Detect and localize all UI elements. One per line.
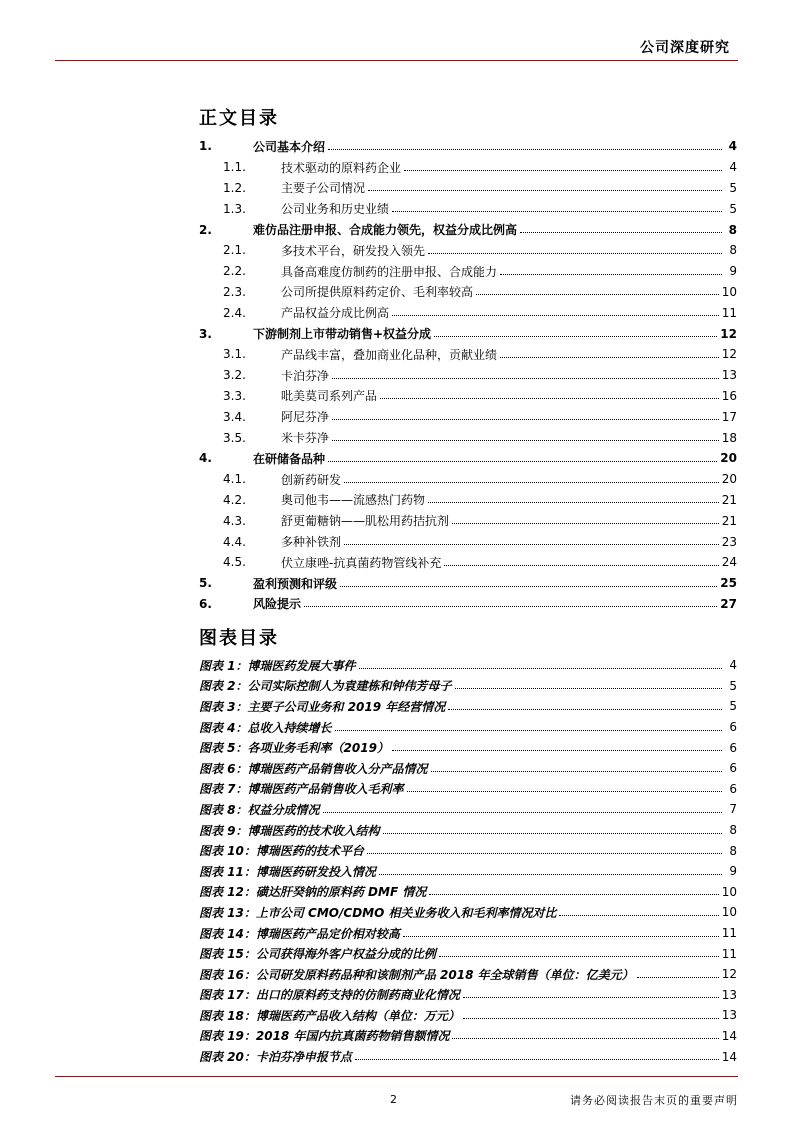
- toc-entry-label: 产品线丰富，叠加商业化品种，贡献业绩: [281, 347, 498, 362]
- figure-entry[interactable]: [199, 1026, 737, 1047]
- figure-entry-label: 图表 10：博瑞医药的技术平台: [199, 844, 364, 859]
- toc-entry-page: 12: [721, 347, 737, 362]
- dot-leader: [559, 915, 718, 916]
- dot-leader: [392, 750, 722, 751]
- dot-leader: [359, 668, 722, 669]
- toc-title: 正文目录: [199, 108, 279, 129]
- dot-leader: [379, 874, 722, 875]
- page-number: 2: [390, 1093, 397, 1106]
- figure-entry-page: 11: [721, 926, 737, 941]
- toc-entry-page: 13: [721, 368, 737, 383]
- dot-leader: [340, 586, 717, 587]
- dot-leader: [383, 833, 722, 834]
- toc-entry-label: 产品权益分成比例高: [281, 306, 390, 321]
- figure-entry-page: 9: [729, 864, 737, 879]
- figure-entry[interactable]: [199, 985, 737, 1006]
- dot-leader: [463, 997, 719, 998]
- dot-leader: [367, 853, 722, 854]
- figure-entry-page: 14: [721, 1049, 737, 1064]
- dot-leader: [429, 894, 718, 895]
- figure-entry-page: 10: [721, 884, 737, 899]
- toc-entry-page: 17: [721, 409, 737, 424]
- toc-entry-label: 多技术平台，研发投入领先: [281, 243, 426, 258]
- dot-leader: [444, 565, 718, 566]
- toc-entry-label: 主要子公司情况: [281, 181, 366, 196]
- figure-entry-label: 图表 19：2018 年国内抗真菌药物销售额情况: [199, 1029, 450, 1044]
- toc-entry-label: 伏立康唑-抗真菌药物管线补充: [281, 555, 442, 570]
- toc-entry-label: 公司业务和历史业绩: [281, 202, 390, 217]
- figure-entry-label: 图表 2：公司实际控制人为袁建栋和钟伟芳母子: [199, 679, 452, 694]
- figure-entry-page: 13: [721, 987, 737, 1002]
- dot-leader: [323, 812, 722, 813]
- toc-entry[interactable]: [199, 219, 737, 240]
- toc-entry[interactable]: [199, 406, 737, 427]
- figure-entry-label: 图表 15：公司获得海外客户权益分成的比例: [199, 947, 436, 962]
- toc-entry-label: 具备高难度仿制药的注册申报、合成能力: [281, 264, 498, 279]
- figure-entry-label: 图表 17：出口的原料药支持的仿制药商业化情况: [199, 988, 460, 1003]
- figure-entry-label: 图表 5：各项业务毛利率（2019）: [199, 741, 389, 756]
- toc-entry-number: 4.: [199, 451, 212, 466]
- figure-entry[interactable]: [199, 882, 737, 903]
- toc-entry-page: 24: [721, 555, 737, 570]
- header-title: 公司深度研究: [640, 40, 730, 56]
- dot-leader: [452, 1038, 718, 1039]
- dot-leader: [431, 771, 722, 772]
- dot-leader: [332, 419, 719, 420]
- toc-entry[interactable]: [199, 531, 737, 552]
- toc-entry[interactable]: [199, 448, 737, 469]
- figure-entry-label: 图表 7：博瑞医药产品销售收入毛利率: [199, 782, 404, 797]
- toc-entry-number: 2.2.: [223, 264, 246, 279]
- figure-entry[interactable]: [199, 840, 737, 861]
- toc-entry[interactable]: [199, 427, 737, 448]
- toc-entry-label: 卡泊芬净: [281, 368, 330, 383]
- dot-leader: [500, 357, 719, 358]
- toc-entry-page: 21: [721, 513, 737, 528]
- figure-entry-label: 图表 8：权益分成情况: [199, 802, 320, 817]
- footer-rule: [55, 1076, 738, 1077]
- toc-entry-number: 1.: [199, 139, 212, 154]
- toc-entry-label: 公司基本介绍: [253, 139, 326, 154]
- toc-entry-page: 5: [729, 180, 737, 195]
- dot-leader: [355, 1059, 719, 1060]
- figure-entry-page: 8: [729, 823, 737, 838]
- toc-entry-label: 奥司他韦——流感热门药物: [281, 493, 426, 508]
- toc-entry-page: 20: [720, 451, 737, 466]
- dot-leader: [304, 606, 717, 607]
- dot-leader: [392, 211, 722, 212]
- figures-list: [199, 655, 737, 1067]
- dot-leader: [428, 253, 722, 254]
- toc-entry[interactable]: [199, 136, 737, 157]
- toc-entry-label: 米卡芬净: [281, 431, 330, 446]
- toc-entry-page: 23: [721, 534, 737, 549]
- dot-leader: [368, 190, 722, 191]
- dot-leader: [403, 936, 719, 937]
- figure-entry[interactable]: [199, 676, 737, 697]
- figure-entry-label: 图表 6：博瑞医药产品销售收入分产品情况: [199, 761, 428, 776]
- toc-entry-number: 1.3.: [223, 201, 246, 216]
- figure-entry-label: 图表 1：博瑞医药发展大事件: [199, 658, 356, 673]
- dot-leader: [328, 461, 717, 462]
- figure-entry[interactable]: [199, 820, 737, 841]
- dot-leader: [637, 977, 719, 978]
- toc-entry-number: 1.1.: [223, 160, 246, 175]
- toc-entry-number: 4.3.: [223, 513, 246, 528]
- dot-leader: [448, 709, 722, 710]
- figure-entry-label: 图表 9：博瑞医药的技术收入结构: [199, 823, 380, 838]
- figure-entry[interactable]: [199, 696, 737, 717]
- toc-entry-number: 2.1.: [223, 243, 246, 258]
- toc-entry[interactable]: [199, 323, 737, 344]
- figure-entry-label: 图表 4：总收入持续增长: [199, 720, 332, 735]
- dot-leader: [344, 544, 719, 545]
- toc-entry[interactable]: [199, 240, 737, 261]
- figure-entry[interactable]: [199, 923, 737, 944]
- toc-entry-page: 27: [720, 596, 737, 611]
- toc-entry-number: 1.2.: [223, 180, 246, 195]
- toc-entry-page: 20: [721, 472, 737, 487]
- toc-entry-page: 4: [728, 139, 737, 154]
- figure-entry[interactable]: [199, 737, 737, 758]
- dot-leader: [328, 149, 722, 150]
- toc-entry-page: 25: [720, 576, 737, 591]
- dot-leader: [404, 170, 722, 171]
- toc-entry-page: 11: [721, 305, 737, 320]
- figure-entry-label: 图表 12：磺达肝癸钠的原料药 DMF 情况: [199, 885, 427, 900]
- toc-entry[interactable]: [199, 178, 737, 199]
- toc-entry-page: 9: [729, 264, 737, 279]
- figure-entry-page: 6: [729, 761, 737, 776]
- toc-entry[interactable]: [199, 157, 737, 178]
- figure-entry-label: 图表 3：主要子公司业务和 2019 年经营情况: [199, 699, 446, 714]
- toc-entry[interactable]: [199, 344, 737, 365]
- toc-entry-page: 10: [721, 284, 737, 299]
- figures-title: 图表目录: [199, 628, 279, 649]
- toc-entry[interactable]: [199, 386, 737, 407]
- dot-leader: [463, 1018, 719, 1019]
- figure-entry-page: 4: [729, 658, 737, 673]
- figure-entry-page: 5: [729, 678, 737, 693]
- toc-entry-label: 多种补铁剂: [281, 535, 342, 550]
- dot-leader: [434, 336, 717, 337]
- figure-entry[interactable]: [199, 779, 737, 800]
- toc-entry-number: 3.5.: [223, 430, 246, 445]
- figure-entry[interactable]: [199, 799, 737, 820]
- dot-leader: [500, 274, 722, 275]
- toc-entry-number: 2.: [199, 222, 212, 237]
- figure-entry-label: 图表 16：公司研发原料药品种和该制剂产品 2018 年全球销售（单位：亿美元）: [199, 967, 634, 982]
- dot-leader: [452, 523, 719, 524]
- toc-entry-number: 3.4.: [223, 409, 246, 424]
- dot-leader: [476, 294, 719, 295]
- figure-entry[interactable]: [199, 902, 737, 923]
- toc-list: [199, 136, 737, 614]
- toc-entry-number: 3.: [199, 326, 212, 341]
- toc-entry[interactable]: [199, 261, 737, 282]
- toc-entry-page: 8: [729, 243, 737, 258]
- toc-entry-page: 21: [721, 492, 737, 507]
- figure-entry-label: 图表 13：上市公司 CMO/CDMO 相关业务收入和毛利率情况对比: [199, 905, 557, 920]
- figure-entry-label: 图表 14：博瑞医药产品定价相对较高: [199, 926, 400, 941]
- dot-leader: [455, 688, 722, 689]
- dot-leader: [407, 791, 722, 792]
- dot-leader: [332, 440, 719, 441]
- toc-entry-number: 4.1.: [223, 472, 246, 487]
- toc-entry-number: 4.5.: [223, 555, 246, 570]
- toc-entry[interactable]: [199, 490, 737, 511]
- figure-entry-page: 7: [729, 802, 737, 817]
- toc-entry-number: 3.1.: [223, 347, 246, 362]
- toc-entry[interactable]: [199, 552, 737, 573]
- toc-entry-label: 盈利预测和评级: [253, 576, 338, 591]
- toc-entry[interactable]: [199, 302, 737, 323]
- figure-entry-page: 10: [721, 905, 737, 920]
- figure-entry-label: 图表 18：博瑞医药产品收入结构（单位：万元）: [199, 1008, 460, 1023]
- figure-entry[interactable]: [199, 717, 737, 738]
- dot-leader: [335, 730, 722, 731]
- toc-entry-page: 8: [728, 222, 737, 237]
- toc-entry-label: 创新药研发: [281, 472, 342, 487]
- toc-entry[interactable]: [199, 594, 737, 615]
- toc-entry-page: 18: [721, 430, 737, 445]
- toc-entry[interactable]: [199, 573, 737, 594]
- toc-entry-label: 吡美莫司系列产品: [281, 389, 378, 404]
- figure-entry-page: 12: [721, 967, 737, 982]
- figure-entry-page: 6: [729, 740, 737, 755]
- toc-entry-number: 2.3.: [223, 284, 246, 299]
- toc-entry-number: 5.: [199, 576, 212, 591]
- dot-leader: [392, 315, 719, 316]
- dot-leader: [520, 232, 722, 233]
- toc-entry-number: 3.3.: [223, 388, 246, 403]
- toc-entry-page: 16: [721, 388, 737, 403]
- header-rule: [55, 60, 738, 61]
- toc-entry-label: 风险提示: [253, 597, 302, 612]
- toc-entry-page: 4: [729, 160, 737, 175]
- dot-leader: [344, 482, 719, 483]
- dot-leader: [380, 398, 719, 399]
- toc-entry[interactable]: [199, 282, 737, 303]
- figure-entry[interactable]: [199, 1005, 737, 1026]
- toc-entry-number: 2.4.: [223, 305, 246, 320]
- figure-entry-page: 6: [729, 781, 737, 796]
- toc-entry-label: 技术驱动的原料药企业: [281, 160, 402, 175]
- toc-entry-number: 4.2.: [223, 492, 246, 507]
- toc-entry-label: 舒更葡糖钠——肌松用药拮抗剂: [281, 514, 450, 529]
- figure-entry[interactable]: [199, 758, 737, 779]
- figure-entry-label: 图表 11：博瑞医药研发投入情况: [199, 864, 376, 879]
- dot-leader: [428, 502, 719, 503]
- figure-entry-page: 6: [729, 720, 737, 735]
- toc-entry-label: 阿尼芬净: [281, 410, 330, 425]
- toc-entry-label: 下游制剂上市带动销售+权益分成: [253, 327, 432, 342]
- figure-entry[interactable]: [199, 861, 737, 882]
- toc-entry[interactable]: [199, 365, 737, 386]
- toc-entry-page: 5: [729, 201, 737, 216]
- dot-leader: [439, 956, 719, 957]
- figure-entry[interactable]: [199, 655, 737, 676]
- toc-entry-number: 4.4.: [223, 534, 246, 549]
- toc-entry[interactable]: [199, 469, 737, 490]
- dot-leader: [332, 378, 719, 379]
- toc-entry[interactable]: [199, 510, 737, 531]
- figure-entry[interactable]: [199, 1046, 737, 1067]
- toc-entry[interactable]: [199, 198, 737, 219]
- figure-entry-page: 5: [729, 699, 737, 714]
- toc-entry-label: 难仿品注册申报、合成能力领先，权益分成比例高: [253, 223, 518, 238]
- figure-entry-label: 图表 20：卡泊芬净申报节点: [199, 1050, 352, 1065]
- figure-entry[interactable]: [199, 943, 737, 964]
- figure-entry-page: 14: [721, 1028, 737, 1043]
- figure-entry-page: 13: [721, 1008, 737, 1023]
- toc-entry-label: 在研储备品种: [253, 451, 326, 466]
- toc-entry-number: 3.2.: [223, 368, 246, 383]
- footer-note: 请务必阅读报告末页的重要声明: [570, 1094, 738, 1107]
- figure-entry-page: 11: [721, 946, 737, 961]
- toc-entry-label: 公司所提供原料药定价、毛利率较高: [281, 285, 474, 300]
- toc-entry-number: 6.: [199, 596, 212, 611]
- toc-entry-page: 12: [720, 326, 737, 341]
- figure-entry-page: 8: [729, 843, 737, 858]
- figure-entry[interactable]: [199, 964, 737, 985]
